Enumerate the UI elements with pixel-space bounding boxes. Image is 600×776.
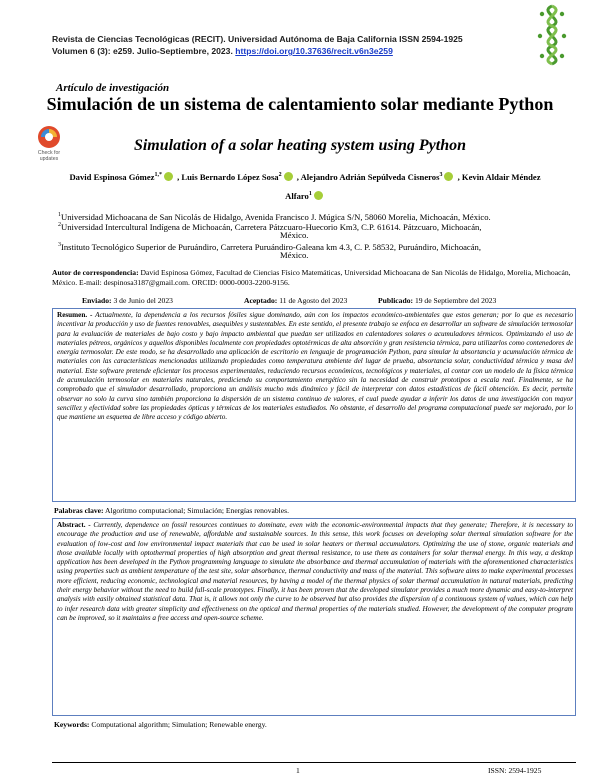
author-name: , Luis Bernardo López Sosa — [177, 171, 279, 182]
journal-volume-line — [52, 46, 393, 56]
affiliation-3-cont: México. — [280, 250, 309, 260]
abstract-text: Abstract. - Currently, dependence on fossil resources continues to dominate, even with the economic-environmental impacts that they generate; Therefore, it is necessary to encourage the production and use of renewable, affordable and sustainable sources. In this sense, this work focuses on developing solar thermal simulation software for the evaluation of low-cost and low environmental impact materials that can be used in solar heaters or thermal accumulators. Optimizing the use of stone, organic materials and those available locally with optothermal properties of high absorption and great thermal resistance, to use them as containers for solar thermal energy. In this way, a desktop application has been developed in the Python programming language to simulate the absorbance and thermal accumulation of materials with the aforementioned characteristics using properties such as ambient temperature of the test site, solar absorbance, thermal conductivity and mass of the material. This software aims to make experimental processes more efficient, reducing economic, technological and material resources, by having a model of the thermal physics of solar thermal accumulation in natural materials, predicting their energy behavior without the need to build full-scale prototypes. Finally, it has been proven that the developed simulator provides a much more dynamic and easy-to-interpret analysis with easily obtained statistical data. That is, it allows not only the curve to be observed but also provides the dispersion of a continuous system of values, which can help to infer research data with greater simplicity and effectiveness on the optical and thermal properties of the materials studied. However, the development of the computer program can be improved, so it maintains a free access and open-source scheme. — [57, 521, 573, 622]
title-spanish: Simulación de un sistema de calentamiento solar mediante Python — [46, 94, 554, 114]
affiliation-2: $^2$Universidad Intercultural Indígena de Michoacán, Carretera Pátzcuaro-Huecorio Km3, C.P. 61614. Pátzcuaro, Michoacán, — [58, 221, 482, 232]
journal-title-line: Revista de Ciencias Tecnológicas (RECIT). Universidad Autónoma de Baja California ISSN 2594-1925 — [52, 34, 463, 44]
corresponding-author — [52, 268, 572, 288]
journal-logo-icon — [528, 2, 576, 66]
affiliation-3: $^3$Instituto Tecnológico Superior de Puruándiro, Carretera Puruándiro-Galeana km 4.3, C. P. 58532, Puruándiro, Michoacán, — [58, 241, 482, 252]
resumen-text: Resumen. - Actualmente, la dependencia a los recursos fósiles sigue dominando, aún con los impactos económico-ambientales que estos generan; por lo que es necesario incentivar la producción y uso de fuentes renovables, asequibles y sustentables. En este sentido, el presente trabajo se enfoca en desarrollar un software de simulación termosolar para la evaluación de materiales de bajo costo y bajo impacto ambiental que puedan ser utilizados en calentadores solares o acumuladores térmicos. Optimizando el uso de materiales pétreos, orgánicos y aquellos disponibles localmente con propiedades optotérmicas de alta absorción y gran resistencia térmica, para utilizarlos como contenedores de energía termosolar. De este modo, se ha desarrollado una aplicación de escritorio en lenguaje de programación Python, para simular la absortancia y acumulación térmica de materiales con las características mencionadas utilizando propiedades como temperatura ambiente del lugar de prueba, absortancia solar, conductividad térmica y masa del material. Este software pretende eficientar los procesos experimentales, reduciendo recursos económicos, tecnológicos y materiales, al contar con un modelo de la física térmica de acumulación termosolar en materiales naturales, prediciendo su comportamiento energético sin la necesidad de construir prototipos a escala real. Finalmente, se ha comprobado que el simulador desarrollado, proporciona un análisis mucho más dinámico y fácil de interpretar con datos estadísticos de fácil obtención. Es decir, permite observar no solo la curva sino también proporciona la dispersión de un sistema continuo de valores, el cual puede ayudar a inferir los datos de una investigación con mayor sencillez y efectividad sobre las propiedades ópticas y térmicas de los materiales estudiados. No obstante, el desarrollo del programa computacional puede ser mejorado, por lo que mantiene un esquema de libre acceso y código abierto. — [57, 311, 573, 422]
palabras-clave: Palabras clave: Algoritmo computacional; Simulación; Energías renovables. — [54, 506, 290, 515]
accepted-date: Aceptado: 11 de Agosto del 2023 — [244, 296, 348, 305]
author-name: , Kevin Aldair Méndez Alfaro — [285, 171, 541, 201]
orcid-icon[interactable] — [284, 172, 293, 181]
published-date: Publicado: 19 de Septiembre del 2023 — [378, 296, 497, 305]
check-for-updates-badge[interactable] — [32, 124, 66, 162]
badge-line2: updates — [39, 156, 59, 162]
orcid-icon[interactable] — [164, 172, 173, 181]
orcid-icon[interactable] — [444, 172, 453, 181]
journal-header — [0, 0, 600, 64]
resumen-box — [52, 308, 576, 502]
author-name: , Alejandro Adrián Sepúlveda Cisneros — [296, 171, 440, 182]
doi-link[interactable]: https://doi.org/10.37636/recit.v6n3e259 — [235, 46, 393, 56]
sent-date: Enviado: 3 de Junio del 2023 — [82, 296, 173, 305]
corresp-text: David Espinosa Gómez, Facultad de Ciencias Físico Matemáticas, Universidad Michoacana de San Nicolás de Hidalgo, Morelia, Michoacán, México. E-mail: despinosa3187@gmail.com. ORCID: 0000-0003-2200-9156. — [52, 268, 571, 287]
affiliation-2-cont: México. — [280, 230, 309, 240]
volume-info: Volumen 6 (3): e259. Julio-Septiembre, 2023. — [52, 46, 233, 56]
corresp-label: Autor de correspondencia: — [52, 268, 139, 277]
footer-issn: ISSN: 2594-1925 — [488, 766, 542, 775]
keywords-english: Keywords: Computational algorithm; Simulation; Renewable energy. — [54, 720, 267, 729]
abstract-box — [52, 518, 576, 716]
affiliation-1: $^1$Universidad Michoacana de San Nicolás de Hidalgo, Avenida Francisco J. Múgica S/N, 58060 Morelia, Michoacán, México. — [58, 211, 491, 222]
badge-line1: Check for — [37, 150, 61, 156]
orcid-icon[interactable] — [314, 191, 323, 200]
author-list: David Espinosa Gómez$^{1,*}$ , Luis Bernardo López Sosa$^2$ , Alejandro Adrián Sepúlveda Cisneros$^3$ , Kevin Aldair Méndez Alfaro$^1$ — [69, 171, 541, 201]
author-name: David Espinosa Gómez — [69, 171, 155, 182]
footer-divider — [52, 762, 576, 763]
article-type: Artículo de investigación — [56, 82, 170, 94]
page-number: 1 — [296, 766, 300, 775]
title-english: Simulation of a solar heating system using Python — [133, 137, 467, 154]
